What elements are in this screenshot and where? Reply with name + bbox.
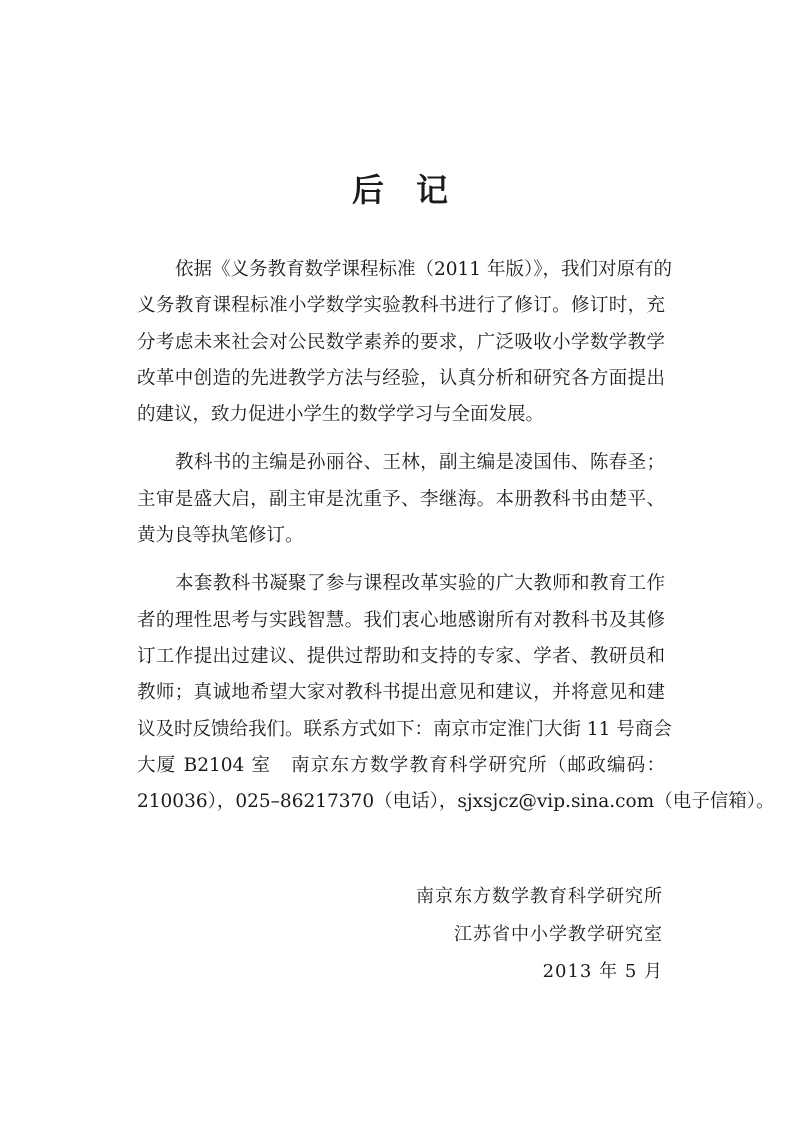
paragraph-acknowledgement	[137, 566, 775, 820]
paragraph-line: 者的理性思考与实践智慧。我们衷心地感谢所有对教科书及其修	[137, 609, 665, 631]
page-title: 后 记	[351, 171, 448, 209]
signature-institute: 南京东方数学教育科学研究所	[416, 886, 663, 907]
afterword-body	[137, 252, 775, 832]
signature-block	[263, 878, 663, 991]
paragraph-line: 教科书的主编是孙丽谷、王林，副主编是凌国伟、陈春圣；	[175, 452, 665, 474]
signature-office: 江苏省中小学教学研究室	[454, 923, 663, 945]
paragraph-line: 议及时反馈给我们。联系方式如下：南京市定淮门大街 11 号商会	[137, 718, 672, 740]
paragraph-line: 大厦 B2104 室 南京东方数学教育科学研究所（邮政编码：	[137, 754, 665, 776]
paragraph-editors	[137, 445, 665, 554]
paragraph-line: 分考虑未来社会对公民数学素养的要求，广泛吸收小学数学教学	[137, 331, 665, 353]
contact-line: 210036），025–86217370（电话），sjxsjcz@vip.sina.com（电子信箱）。	[137, 791, 775, 813]
paragraph-line: 义务教育课程标准小学数学实验教科书进行了修订。修订时，充	[137, 295, 665, 317]
paragraph-line: 教师；真诚地希望大家对教科书提出意见和建议，并将意见和建	[137, 682, 665, 704]
signature-date: 2013 年 5 月	[542, 961, 663, 982]
paragraph-line: 本套教科书凝聚了参与课程改革实验的广大教师和教育工作	[175, 573, 665, 595]
paragraph-revision	[137, 252, 672, 433]
paragraph-line: 黄为良等执笔修订。	[137, 525, 304, 547]
paragraph-line: 改革中创造的先进教学方法与经验，认真分析和研究各方面提出	[137, 367, 665, 389]
paragraph-line: 主审是盛大启，副主审是沈重予、李继海。本册教科书由楚平、	[137, 488, 665, 510]
paragraph-line: 订工作提出过建议、提供过帮助和支持的专家、学者、教研员和	[137, 645, 665, 667]
paragraph-line: 依据《义务教育数学课程标准（2011 年版）》，我们对原有的	[175, 259, 672, 280]
paragraph-line: 的建议，致力促进小学生的数学学习与全面发展。	[137, 404, 545, 426]
